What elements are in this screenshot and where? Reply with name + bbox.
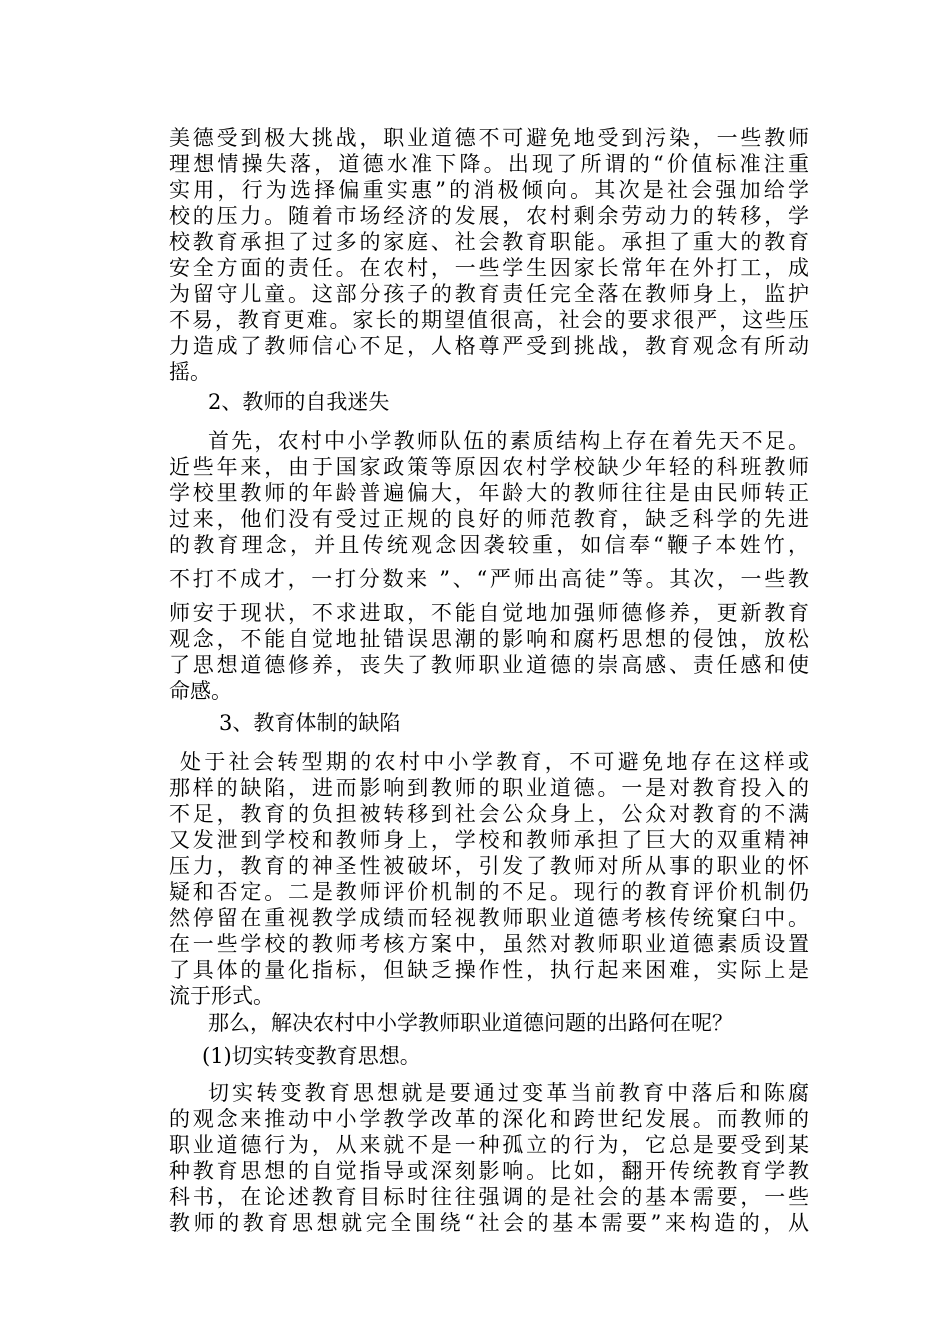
text-line: 了思想道德修养，丧失了教师职业道德的崇高感、责任感和使 <box>169 653 809 677</box>
text-line: 学校里教师的年龄普遍偏大，年龄大的教师往往是由民师转正 <box>169 481 809 505</box>
text-line: 处于社会转型期的农村中小学教育，不可避免地存在这样或 <box>180 750 809 774</box>
text-line: 校的压力。随着市场经济的发展，农村剩余劳动力的转移，学 <box>169 204 809 228</box>
text-line: 命感。 <box>169 679 232 703</box>
text-line: 美德受到极大挑战，职业道德不可避免地受到污染，一些教师 <box>169 126 809 150</box>
text-line: 的观念来推动中小学教学改革的深化和跨世纪发展。而教师的 <box>169 1107 809 1131</box>
text-line: 理想情操失落，道德水准下降。出现了所谓的“价值标准注重 <box>169 152 809 176</box>
text-line: 种教育思想的自觉指导或深刻影响。比如，翻开传统教育学教 <box>169 1159 809 1183</box>
text-line: 的教育理念，并且传统观念因袭较重，如信奉“鞭子本姓竹， <box>169 533 809 557</box>
text-line: 切实转变教育思想就是要通过变革当前教育中落后和陈腐 <box>208 1081 809 1105</box>
text-line: 过来，他们没有受过正规的良好的师范教育，缺乏科学的先进 <box>169 507 809 531</box>
text-line: 压力，教育的神圣性被破坏，引发了教师对所从事的职业的怀 <box>169 854 809 878</box>
text-line: 不打不成才，一打分数来 ”、“严师出高徒”等。其次，一些教 <box>169 567 809 591</box>
text-line: 摇。 <box>169 360 211 384</box>
question-line: 那么，解决农村中小学教师职业道德问题的出路何在呢？ <box>208 1011 733 1035</box>
text-line: 职业道德行为，从来就不是一种孤立的行为，它总是要受到某 <box>169 1133 809 1157</box>
text-line: 了具体的量化指标，但缺乏操作性，执行起来困难，实际上是 <box>169 958 809 982</box>
section-heading: 2、教师的自我迷失 <box>208 390 390 414</box>
text-line: 近些年来，由于国家政策等原因农村学校缺少年轻的科班教师 <box>169 455 809 479</box>
text-line: 科书，在论述教育目标时往往强调的是社会的基本需要，一些 <box>169 1185 809 1209</box>
text-line: 又发泄到学校和教师身上，学校和教师承担了巨大的双重精神 <box>169 828 809 852</box>
text-line: 力造成了教师信心不足，人格尊严受到挑战，教育观念有所动 <box>169 334 809 358</box>
text-line: 在一些学校的教师考核方案中，虽然对教师职业道德素质设置 <box>169 932 809 956</box>
text-line: 不足，教育的负担被转移到社会公众身上，公众对教育的不满 <box>169 802 809 826</box>
text-line: 然停留在重视教学成绩而轻视教师职业道德考核传统窠臼中。 <box>169 906 809 930</box>
text-line: 首先，农村中小学教师队伍的素质结构上存在着先天不足。 <box>208 429 809 453</box>
text-line: 安全方面的责任。在农村，一些学生因家长常年在外打工，成 <box>169 256 809 280</box>
text-line: 流于形式。 <box>169 984 274 1008</box>
text-line: 校教育承担了过多的家庭、社会教育职能。承担了重大的教育 <box>169 230 809 254</box>
subsection-heading: (1)切实转变教育思想。 <box>202 1044 421 1068</box>
text-line: 观念，不能自觉地扯错误思潮的影响和腐朽思想的侵蚀，放松 <box>169 627 809 651</box>
text-line: 为留守儿童。这部分孩子的教育责任完全落在教师身上，监护 <box>169 282 809 306</box>
text-line: 疑和否定。二是教师评价机制的不足。现行的教育评价机制仍 <box>169 880 809 904</box>
text-line: 师安于现状，不求进取，不能自觉地加强师德修养，更新教育 <box>169 601 809 625</box>
text-line: 那样的缺陷，进而影响到教师的职业道德。一是对教育投入的 <box>169 776 809 800</box>
text-line: 不易，教育更难。家长的期望值很高，社会的要求很严，这些压 <box>169 308 809 332</box>
text-line: 实用，行为选择偏重实惠”的消极倾向。其次是社会强加给学 <box>169 178 809 202</box>
section-heading: 3、教育体制的缺陷 <box>219 711 401 735</box>
text-line: 教师的教育思想就完全围绕“社会的基本需要”来构造的，从 <box>169 1211 809 1235</box>
